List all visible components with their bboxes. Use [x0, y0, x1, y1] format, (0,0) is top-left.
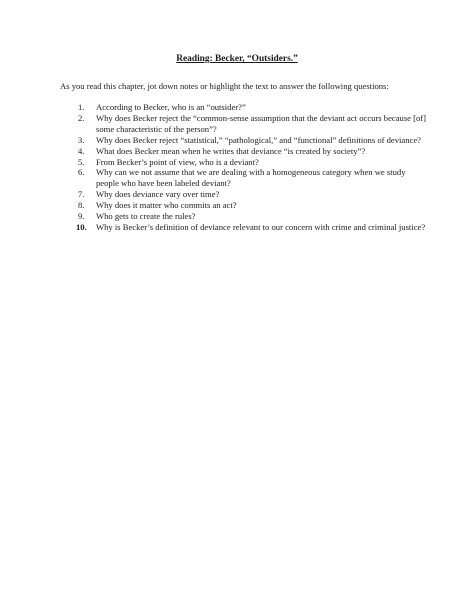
question-item	[78, 189, 428, 200]
question-text: Why is Becker’s definition of deviance relevant to our concern with crime and criminal justice?	[96, 221, 426, 232]
question-item	[78, 135, 428, 146]
document-title: Reading: Becker, “Outsiders.”	[176, 54, 298, 64]
question-item	[78, 146, 428, 157]
question-text: What does Becker mean when he writes that deviance “is created by society”?	[96, 145, 366, 156]
question-item	[78, 102, 428, 113]
question-item	[78, 211, 428, 222]
question-number: 6.	[78, 167, 85, 178]
question-number: 4.	[78, 145, 85, 156]
question-text: Why does Becker reject the “common-sense assumption that the deviant act occurs because [of] some characteristic of the person”?	[96, 112, 427, 134]
question-number: 8.	[78, 200, 85, 211]
question-item	[78, 113, 428, 135]
question-text: According to Becker, who is an “outsider?”	[96, 102, 246, 112]
instructions-text: As you read this chapter, jot down notes or highlight the text to answer the following questions:	[60, 81, 389, 91]
question-item	[78, 157, 428, 168]
question-text: Who gets to create the rules?	[96, 211, 196, 222]
question-text: Why does Becker reject “statistical,” “pathological,” and “functional” definitions of deviance?	[96, 134, 421, 145]
question-item	[78, 200, 428, 211]
question-number: 3.	[78, 134, 85, 145]
question-text: Why does deviance vary over time?	[96, 189, 220, 200]
question-item	[78, 167, 428, 189]
question-number: 10.	[76, 221, 87, 232]
question-text: From Becker’s point of view, who is a deviant?	[96, 156, 259, 167]
question-text: Why does it matter who commits an act?	[96, 200, 237, 211]
question-number: 7.	[78, 189, 85, 200]
question-list	[78, 102, 428, 233]
question-number: 2.	[78, 112, 85, 123]
question-text: Why can we not assume that we are dealing with a homogeneous category when we study people who have been labeled deviant?	[96, 167, 406, 189]
question-number: 9.	[78, 211, 85, 222]
question-item	[78, 222, 428, 233]
question-number: 1.	[78, 102, 85, 112]
question-number: 5.	[78, 156, 85, 167]
